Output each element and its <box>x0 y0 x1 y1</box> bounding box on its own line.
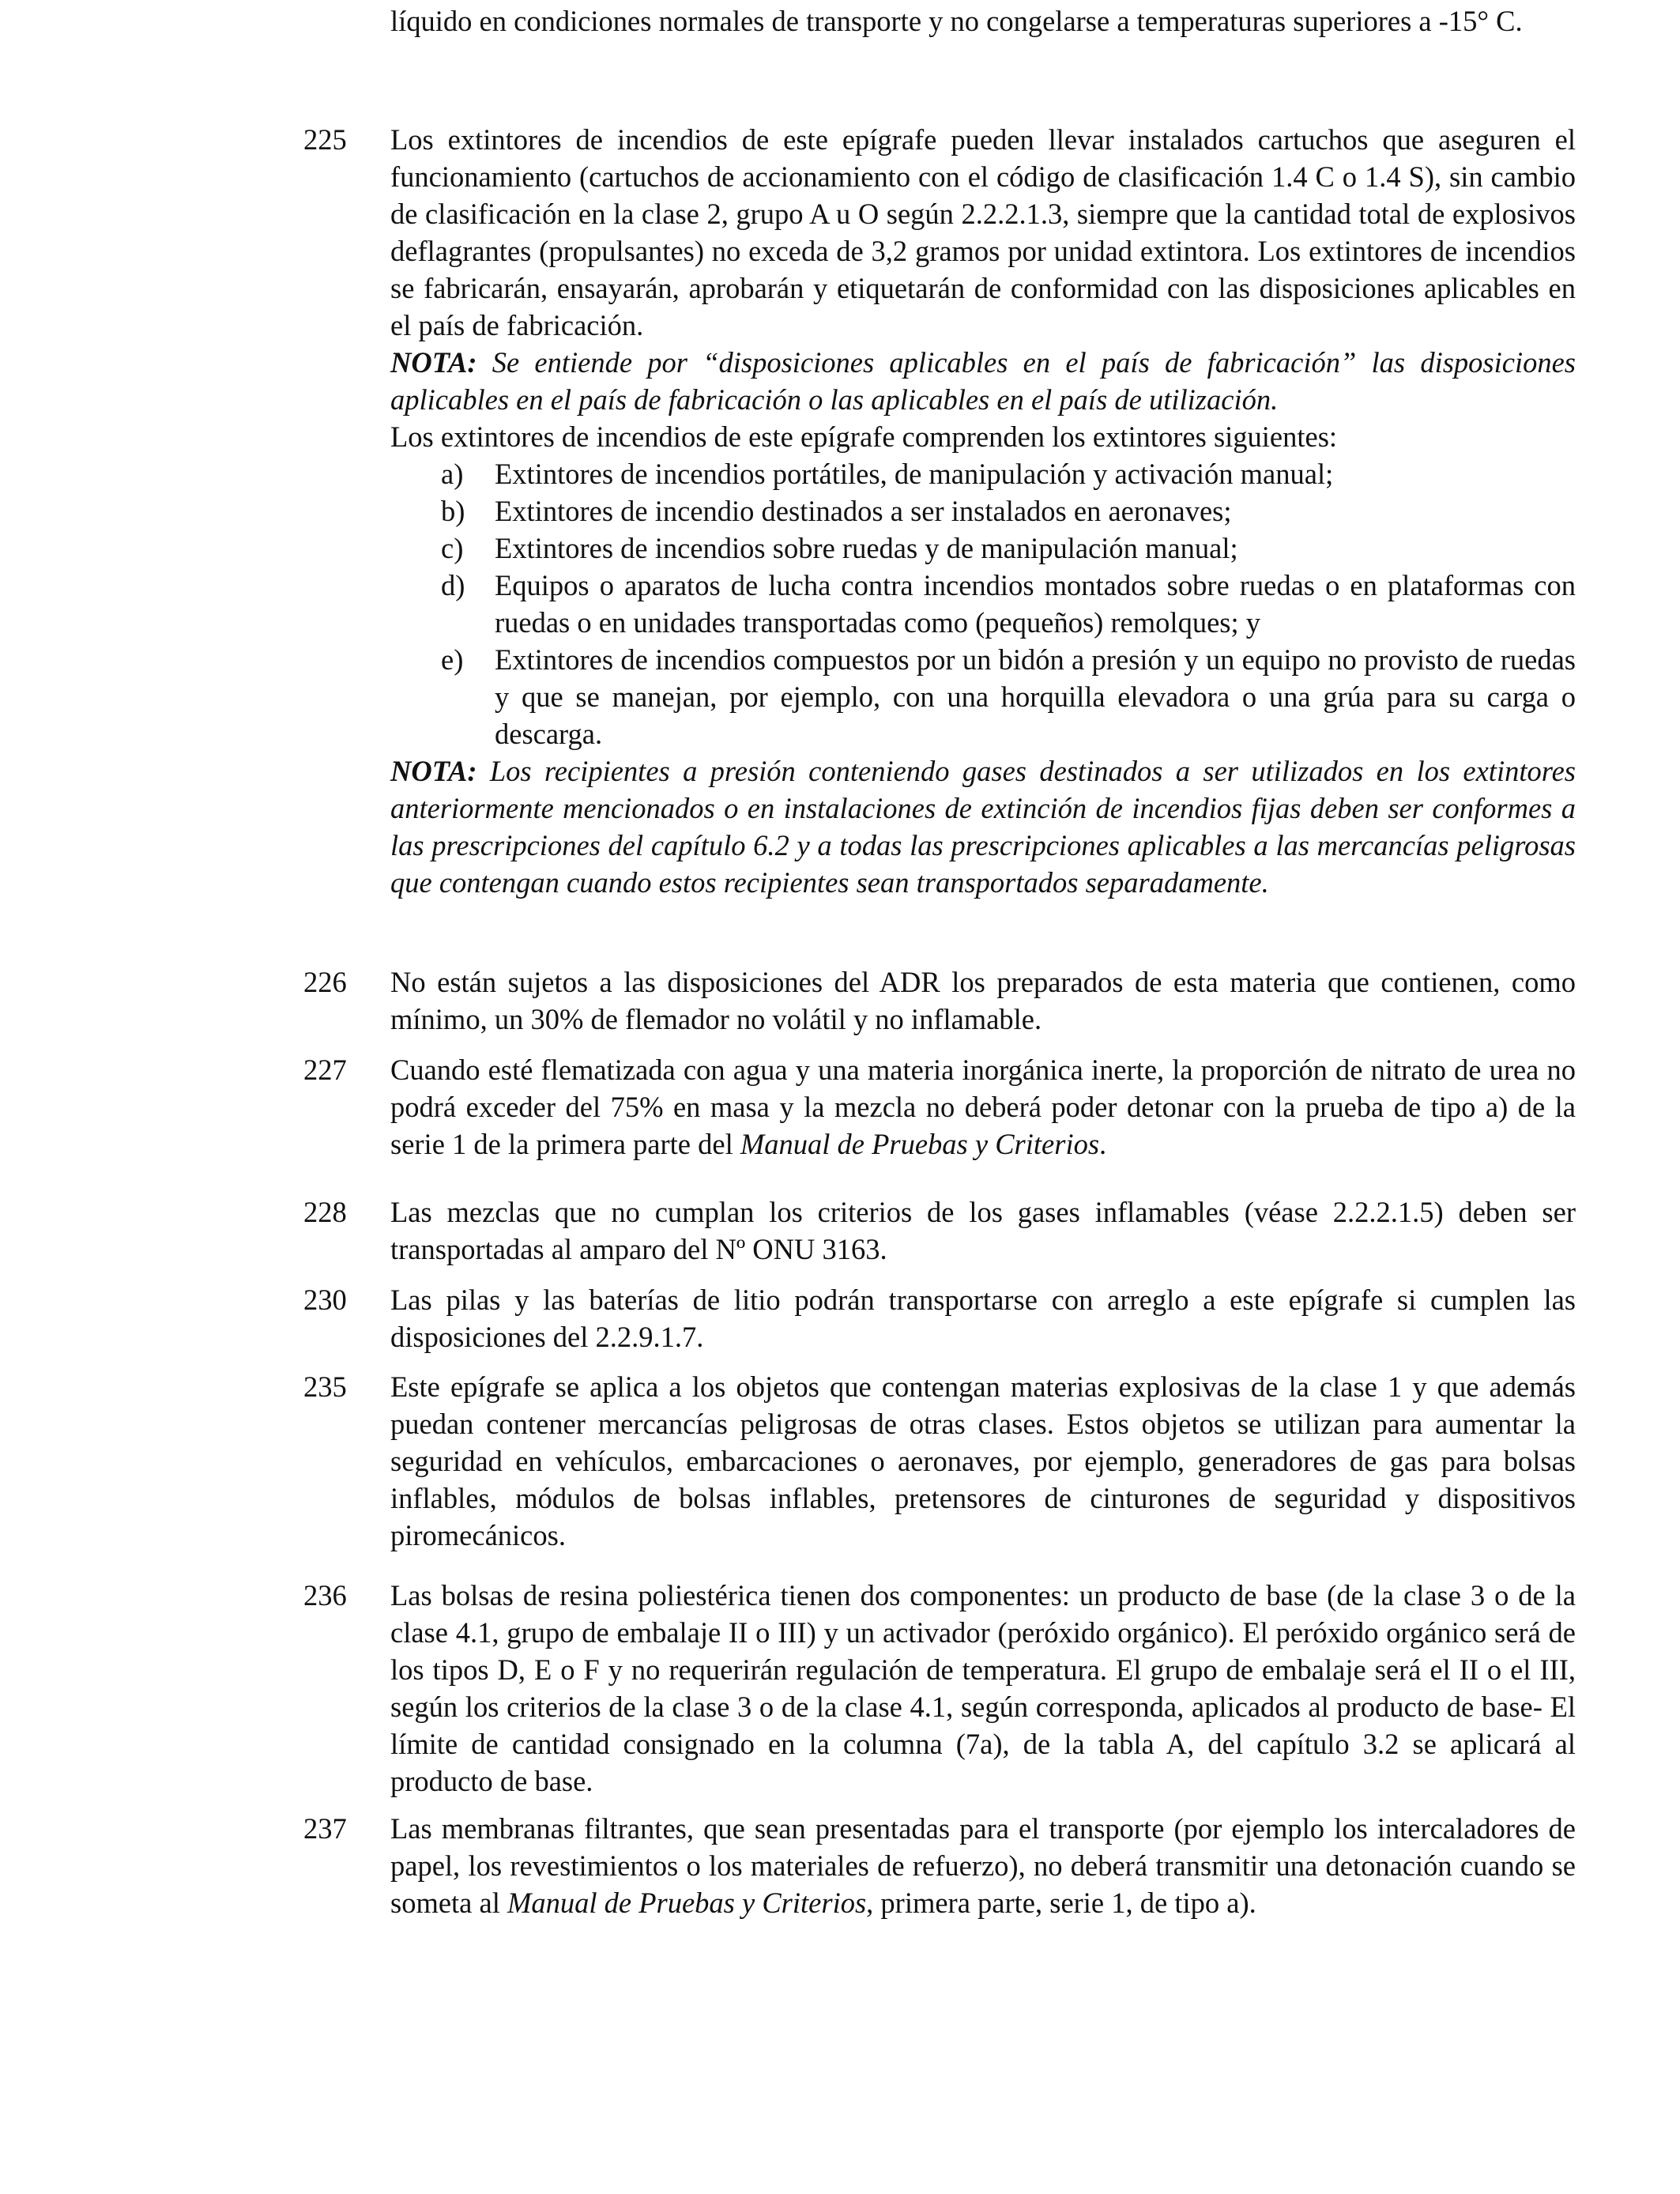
list-item-text: Extintores de incendio destinados a ser instalados en aeronaves; <box>495 495 1232 527</box>
list-item <box>390 530 1576 567</box>
manual-title: Manual de Pruebas y Criterios <box>507 1887 867 1919</box>
list-item <box>390 567 1576 641</box>
provision-paragraph: No están sujetos a las disposiciones del ADR los preparados de esta materia que contienen, como mínimo, un 30% de flemador no volátil y no inflamable. <box>390 966 1576 1035</box>
note-text: Los recipientes a presión conteniendo gases destinados a ser utilizados en los extintores anteriormente mencionados o en instalaciones de extinción de incendios fijas deben ser conformes a las prescripciones del capítulo 6.2 y a todas las prescripciones aplicables a las mercancías peligrosas que contengan cuando estos recipientes sean transportados separadamente. <box>390 755 1576 899</box>
provision-body <box>390 963 1576 1038</box>
list-item-label: a) <box>441 458 464 490</box>
provision-body <box>390 121 1576 901</box>
note-label: NOTA: <box>390 346 477 379</box>
provision-number: 227 <box>303 1054 347 1086</box>
provision-paragraph: Las pilas y las baterías de litio podrán transportarse con arreglo a este epígrafe si cumplen las disposiciones del 2.2.9.1.7. <box>390 1284 1576 1353</box>
note <box>390 344 1576 418</box>
provision-number: 236 <box>303 1579 347 1612</box>
provision-paragraph <box>390 1810 1576 1921</box>
manual-title: Manual de Pruebas y Criterios <box>740 1128 1100 1160</box>
provision-paragraph <box>390 1051 1576 1163</box>
list-item <box>390 492 1576 530</box>
provision-number: 237 <box>303 1812 347 1845</box>
provision-paragraph: Las bolsas de resina poliestérica tienen dos componentes: un producto de base (de la clase 3 o de la clase 4.1, grupo de embalaje II o III) y un activador (peróxido orgánico). El peróxido orgánico será de los tipos D, E o F y no requerirán regulación de temperatura. El grupo de embalaje será el II o el III, según los criterios de la clase 3 o de la clase 4.1, según corresponda, aplicados al producto de base- El límite de cantidad consignado en la columna (7a), de la tabla A, del capítulo 3.2 se aplicará al producto de base. <box>390 1579 1576 1797</box>
paragraph-text: , primera parte, serie 1, de tipo a). <box>866 1887 1256 1919</box>
provision-number: 235 <box>303 1370 347 1403</box>
note-text: Se entiende por “disposiciones aplicables en el país de fabricación” las disposiciones aplicables en el país de fabricación o las aplicables en el país de utilización. <box>390 346 1576 416</box>
provision-number: 230 <box>303 1284 347 1316</box>
paragraph-text: Las membranas filtrantes, que sean presentadas para el transporte (por ejemplo los intercaladores de papel, los revestimientos o los materiales de refuerzo), no deberá transmitir una detonación cuando se someta al <box>390 1812 1576 1919</box>
provision-number: 225 <box>303 123 347 156</box>
provision-body <box>390 1368 1576 1554</box>
list-item-label: d) <box>441 569 465 601</box>
provision-paragraph: Este epígrafe se aplica a los objetos que contengan materias explosivas de la clase 1 y que además puedan contener mercancías peligrosas de otras clases. Estos objetos se utilizan para aumentar la seguridad en vehículos, embarcaciones o aeronaves, por ejemplo, generadores de gas para bolsas inflables, módulos de bolsas inflables, pretensores de cinturones de seguridad y dispositivos piromecánicos. <box>390 1370 1576 1551</box>
list-item-text: Extintores de incendios portátiles, de manipulación y activación manual; <box>495 458 1334 490</box>
provision-number: 226 <box>303 966 347 998</box>
paragraph-text: Cuando esté flematizada con agua y una materia inorgánica inerte, la proporción de nitrato de urea no podrá exceder del 75% en masa y la mezcla no deberá poder detonar con la prueba de tipo a) de la serie 1 de la primera parte del <box>390 1054 1576 1160</box>
list-item-label: e) <box>441 643 464 676</box>
list-item <box>390 641 1576 752</box>
continuation-text: líquido en condiciones normales de transporte y no congelarse a temperaturas superiores a -15° C. <box>390 5 1523 37</box>
provision-body <box>390 1281 1576 1355</box>
extinguisher-list <box>390 455 1576 752</box>
list-item-label: c) <box>441 532 464 564</box>
provision-paragraph: Los extintores de incendios de este epígrafe pueden llevar instalados cartuchos que aseguren el funcionamiento (cartuchos de accionamiento con el código de clasificación 1.4 C o 1.4 S), sin cambio de clasificación en la clase 2, grupo A u O según 2.2.2.1.3, siempre que la cantidad total de explosivos deflagrantes (propulsantes) no exceda de 3,2 gramos por unidad extintora. Los extintores de incendios se fabricarán, ensayarán, aprobarán y etiquetarán de conformidad con las disposiciones aplicables en el país de fabricación. <box>390 123 1576 341</box>
provision-paragraph: Los extintores de incendios de este epígrafe comprenden los extintores siguientes: <box>390 420 1338 453</box>
provision-body <box>390 1051 1576 1163</box>
note <box>390 752 1576 901</box>
provision-body <box>390 1577 1576 1800</box>
paragraph-text: . <box>1099 1128 1107 1160</box>
provision-paragraph: Las mezclas que no cumplan los criterios de los gases inflamables (véase 2.2.2.1.5) deben ser transportadas al amparo del Nº ONU 3163. <box>390 1196 1576 1265</box>
list-item <box>390 455 1576 492</box>
continuation-paragraph <box>390 2 1576 40</box>
list-item-text: Equipos o aparatos de lucha contra incendios montados sobre ruedas o en plataformas con ruedas o en unidades transportadas como (pequeños) remolques; y <box>495 569 1576 639</box>
list-item-text: Extintores de incendios sobre ruedas y de manipulación manual; <box>495 532 1238 564</box>
list-item-label: b) <box>441 495 465 527</box>
provision-body <box>390 1810 1576 1921</box>
provision-body <box>390 1193 1576 1268</box>
note-label: NOTA: <box>390 755 477 787</box>
provision-number: 228 <box>303 1196 347 1228</box>
list-item-text: Extintores de incendios compuestos por un bidón a presión y un equipo no provisto de ruedas y que se manejan, por ejemplo, con una horquilla elevadora o una grúa para su carga o descarga. <box>495 643 1576 750</box>
